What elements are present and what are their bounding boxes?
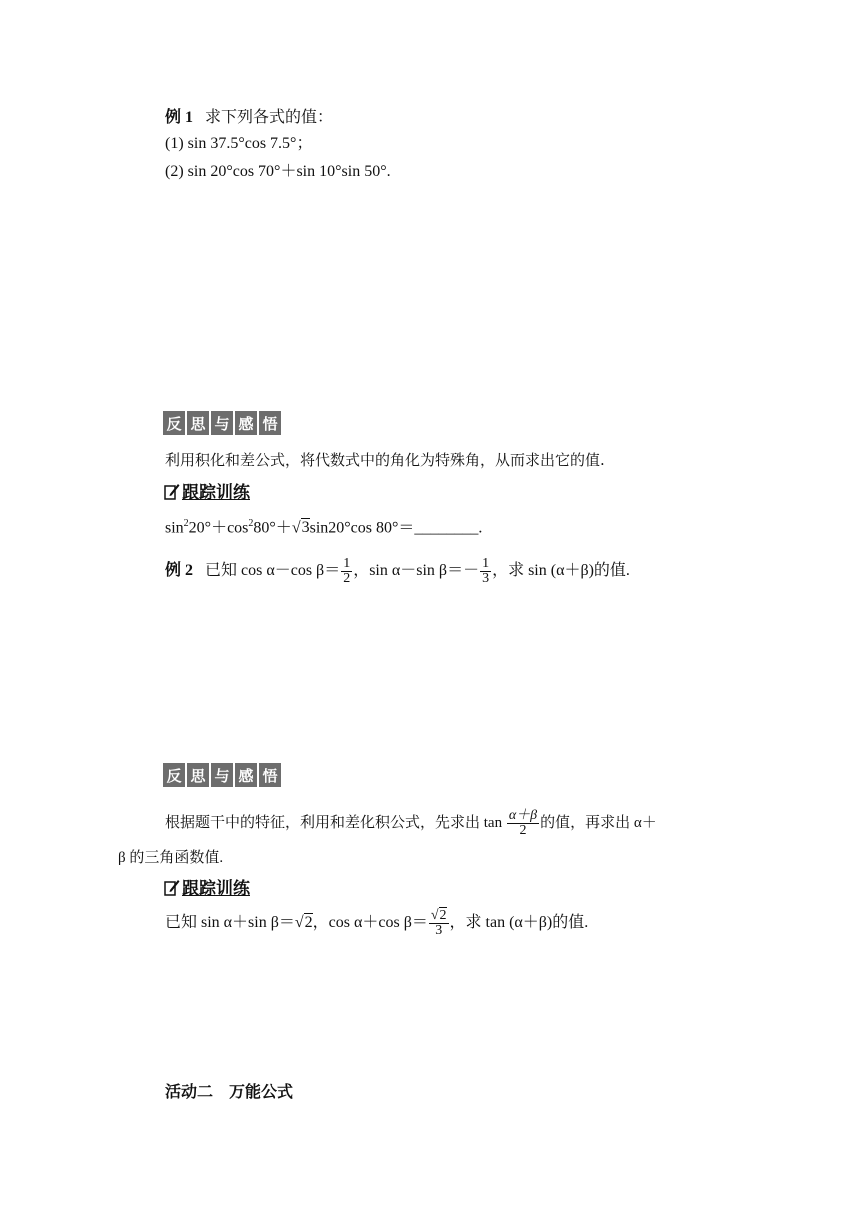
exercise-2	[165, 905, 588, 941]
reflection-2-text: 根据题干中的特征，利用和差化积公式，先求出 tan	[165, 815, 503, 831]
activity-2-heading: 活动二 万能公式	[165, 1082, 294, 1101]
sqrt-radicand: 2	[304, 914, 313, 931]
fraction-denominator: 3	[482, 570, 490, 586]
fraction-numerator: √2	[430, 907, 447, 923]
example-2-label: 例 2	[165, 562, 194, 579]
reflection-2-text: 的值，再求出 α＋	[540, 815, 657, 831]
fraction	[341, 557, 352, 586]
example-2-text: 已知 cos α－cos β＝	[205, 562, 341, 579]
reflection-text-2-cont: β 的三角函数值.	[118, 850, 224, 866]
reflection-tag	[163, 411, 281, 435]
sqrt-symbol: √	[291, 519, 301, 537]
reflection-text-2	[165, 805, 657, 841]
reflection-tag-char: 反	[163, 763, 185, 787]
exercise-1-text: 20°＋cos	[188, 519, 249, 537]
example-1-text: 求下列各式的值：	[205, 109, 334, 126]
exercise-2-text: ，求 tan (α＋β)的值.	[449, 914, 589, 931]
example-2-text: ，sin α－sin β＝－	[353, 562, 480, 579]
fraction	[429, 909, 449, 938]
reflection-tag	[163, 763, 281, 787]
tracking-label: 跟踪训练	[182, 879, 250, 899]
example-1-prompt	[165, 108, 333, 128]
exponent: 2	[183, 518, 189, 529]
fraction-denominator: 3	[435, 922, 443, 938]
exercise-1-text: sin	[165, 519, 184, 537]
exercise-1-text: sin20°cos 80°＝________.	[309, 519, 483, 537]
reflection-tag-char: 感	[235, 411, 257, 435]
sqrt-radicand: 2	[439, 907, 447, 923]
reflection-tag-char: 悟	[259, 763, 281, 787]
exponent: 2	[248, 518, 254, 529]
reflection-tag-char: 感	[235, 763, 257, 787]
tracking-label: 跟踪训练	[182, 483, 250, 503]
example-2	[165, 555, 630, 587]
fraction	[480, 557, 491, 586]
example-1-label: 例 1	[165, 109, 194, 126]
pencil-note-icon	[164, 482, 180, 500]
fraction	[507, 809, 539, 838]
exercise-2-text: 已知 sin α＋sin β＝	[165, 914, 295, 931]
reflection-tag-char: 反	[163, 411, 185, 435]
pencil-note-icon	[164, 878, 180, 896]
fraction-denominator: 2	[519, 823, 527, 839]
reflection-tag-char: 思	[187, 411, 209, 435]
reflection-tag-char: 与	[211, 763, 233, 787]
sqrt-symbol: √	[294, 914, 304, 931]
tracking-heading-1	[164, 478, 250, 503]
example-1-item-1: (1) sin 37.5°cos 7.5°；	[165, 135, 313, 152]
exercise-1	[165, 514, 482, 538]
fraction-numerator: 1	[482, 555, 490, 571]
example-1-item-2: (2) sin 20°cos 70°＋sin 10°sin 50°.	[165, 163, 391, 180]
reflection-tag-char: 悟	[259, 411, 281, 435]
reflection-text-1: 利用积化和差公式，将代数式中的角化为特殊角，从而求出它的值.	[165, 451, 605, 469]
fraction-denominator: 2	[343, 570, 351, 586]
fraction-numerator: 1	[343, 555, 351, 571]
reflection-tag-char: 思	[187, 763, 209, 787]
exercise-2-text: ，cos α＋cos β＝	[312, 914, 428, 931]
exercise-1-text: 80°＋	[253, 519, 292, 537]
fraction-numerator: α＋β	[508, 808, 538, 824]
sqrt-radicand: 3	[301, 519, 310, 537]
reflection-tag-char: 与	[211, 411, 233, 435]
tracking-heading-2	[164, 874, 250, 899]
example-2-text: ，求 sin (α＋β)的值.	[492, 562, 630, 579]
